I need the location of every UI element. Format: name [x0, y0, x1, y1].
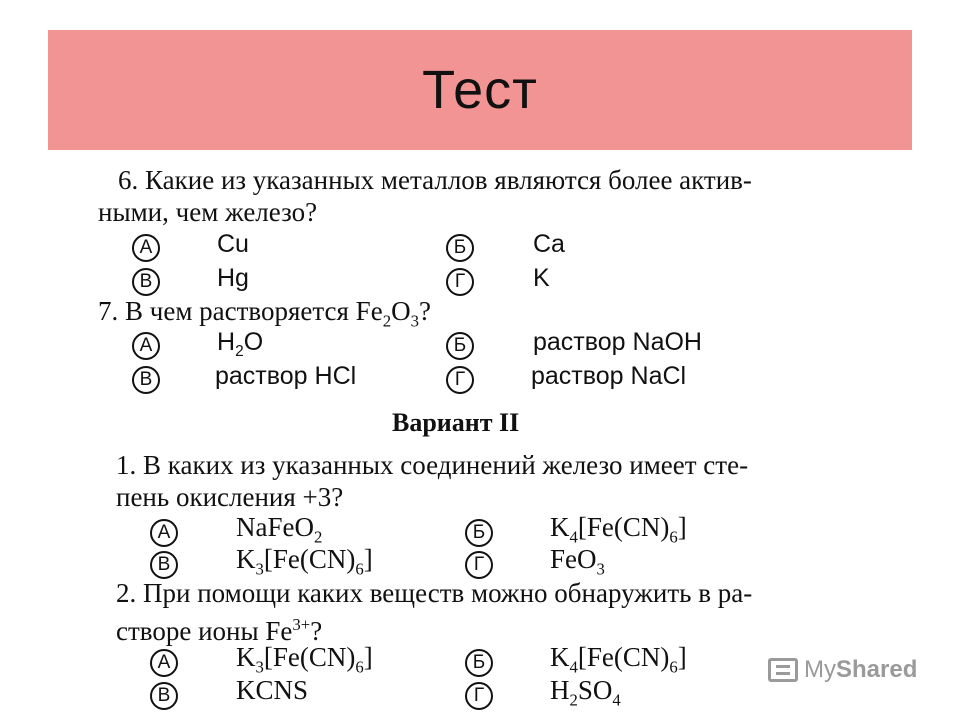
option-value: раствор HCl — [215, 362, 357, 390]
option-value: Ca — [533, 230, 565, 258]
option-marker: В — [150, 678, 178, 710]
option-marker: Б — [465, 645, 493, 677]
option-marker: Б — [465, 515, 493, 547]
question-2-line-2: створе ионы $Fe^{3+}$? — [116, 615, 323, 646]
question-6-line-1: 6. Какие из указанных металлов являются более актив- — [118, 165, 752, 195]
option-value: $K_3[Fe(CN)_6]$ — [236, 544, 373, 579]
presentation-icon — [768, 658, 798, 682]
option-value: KCNS — [236, 675, 309, 705]
option-marker: Г — [465, 547, 493, 579]
option-value: раствор NaCl — [531, 362, 687, 390]
option-marker: А — [150, 645, 178, 677]
watermark — [768, 656, 917, 684]
option-value: NaFeO$_2$ — [236, 512, 323, 547]
question-6-line-2: ными, чем железо? — [98, 197, 318, 227]
option-value: $K_4[Fe(CN)_6]$ — [550, 642, 687, 677]
variant-heading: Вариант II — [392, 408, 520, 437]
option-marker: В — [150, 547, 178, 579]
option-marker: В — [132, 264, 160, 296]
page-title: Тест — [422, 60, 538, 120]
option-marker: В — [132, 362, 160, 394]
option-value: $H_2O$ — [217, 328, 264, 360]
title-bar — [48, 30, 912, 150]
question-7: 7. В чем растворяется $Fe_2O_3$? — [98, 296, 431, 331]
option-marker: Г — [446, 362, 474, 394]
option-value: $H_2SO_4$ — [550, 675, 621, 710]
question-2-line-1: 2. При помощи каких веществ можно обнаружить в ра- — [116, 578, 753, 608]
option-value: раствор NaOH — [533, 328, 702, 356]
option-value: K — [533, 264, 550, 292]
option-marker: Б — [446, 328, 474, 360]
option-value: $K_3[Fe(CN)_6]$ — [236, 642, 373, 677]
option-value: $K_4[Fe(CN)_6]$ — [550, 512, 687, 547]
question-1-line-2: пень окисления +3? — [116, 482, 344, 512]
watermark-text: MyShared — [804, 656, 918, 683]
option-value: FeO$_3$ — [550, 544, 605, 579]
option-marker: А — [132, 328, 160, 360]
option-value: Cu — [217, 230, 249, 258]
option-marker: А — [132, 230, 160, 262]
option-marker: Б — [446, 230, 474, 262]
question-1-line-1: 1. В каких из указанных соединений железо имеет сте- — [116, 450, 749, 480]
option-marker: А — [150, 515, 178, 547]
option-marker: Г — [465, 678, 493, 710]
option-value: Hg — [217, 264, 249, 292]
option-marker: Г — [446, 264, 474, 296]
